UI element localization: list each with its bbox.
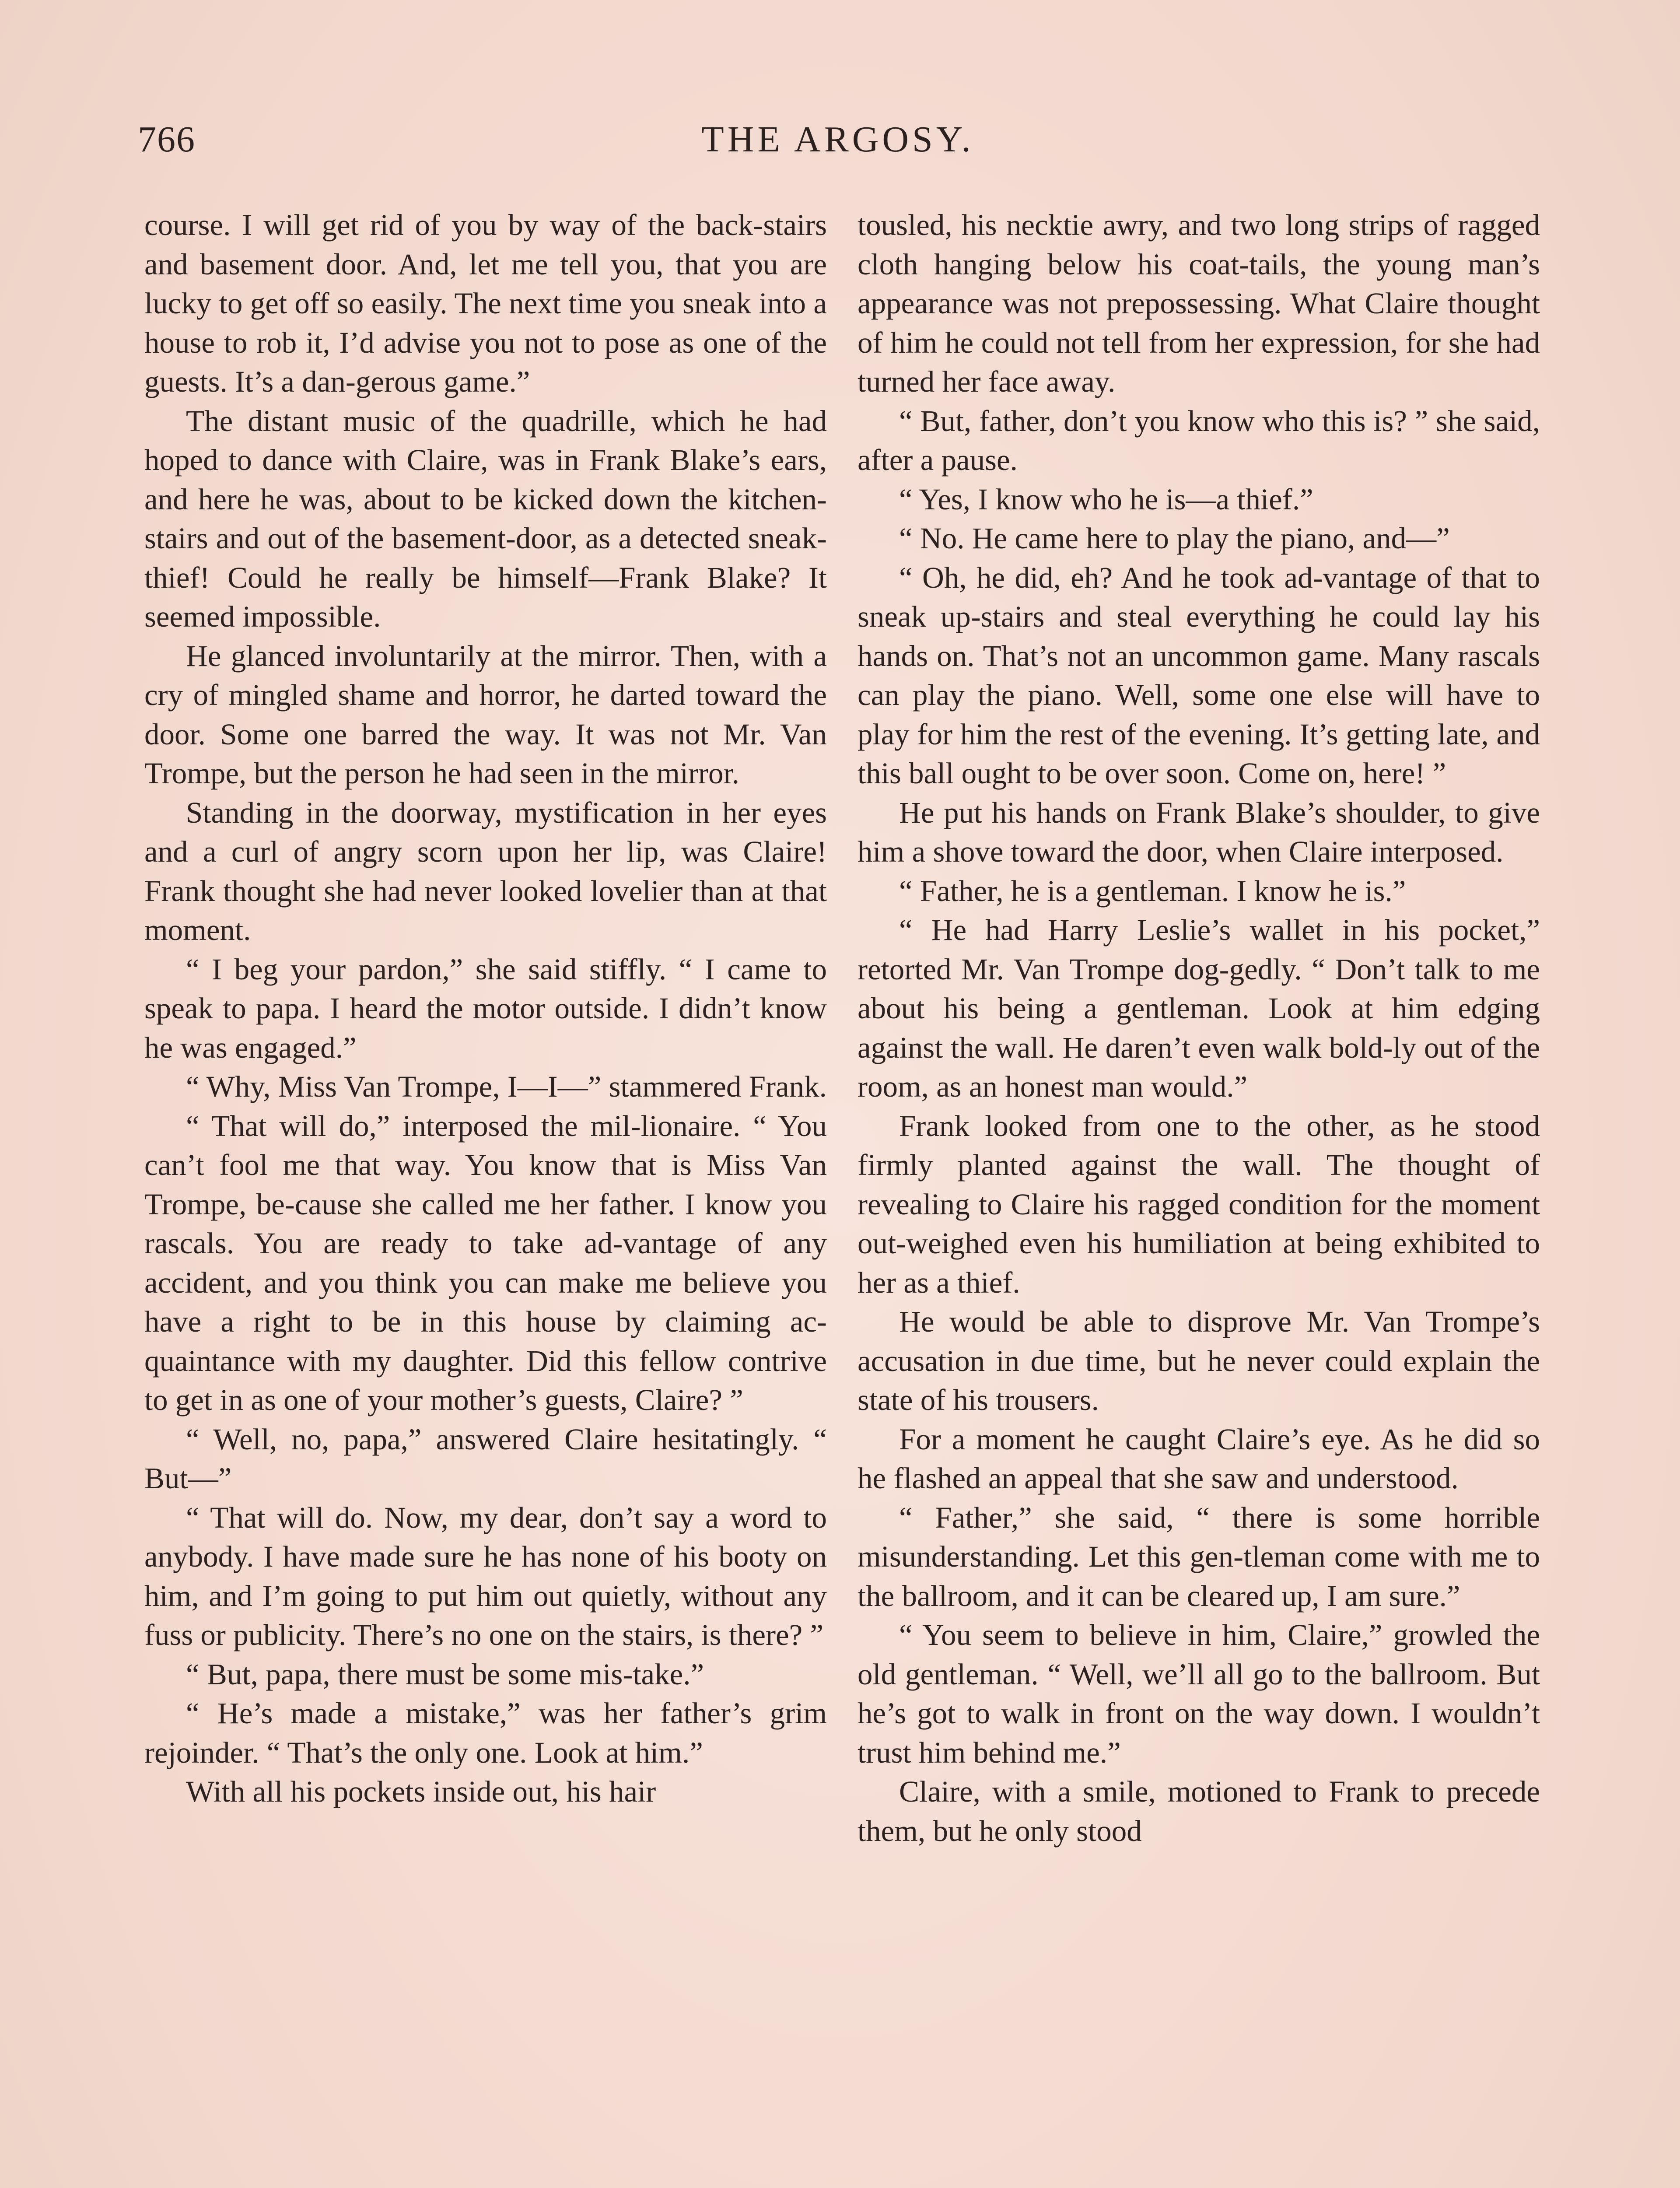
paragraph: “ He’s made a mistake,” was her father’s grim rejoinder. “ That’s the only one. Look at him.” bbox=[144, 1697, 827, 1769]
paragraph: “ He had Harry Leslie’s wallet in his pocket,” retorted Mr. Van Trompe dog-gedly. “ Don’t talk to me about his being a gentleman. Look at him edging against the wall. He daren’t even walk bold-ly out of the room, as an honest man would.” bbox=[858, 913, 1540, 1103]
right-column bbox=[858, 206, 1540, 1851]
running-title: THE ARGOSY. bbox=[701, 119, 974, 160]
paragraph: “ But, papa, there must be some mis-take.” bbox=[186, 1657, 704, 1691]
paragraph: He would be able to disprove Mr. Van Trompe’s accusation in due time, but he never could explain the state of his trousers. bbox=[858, 1305, 1540, 1417]
paragraph: Frank looked from one to the other, as he stood firmly planted against the wall. The thought of revealing to Claire his ragged condition for the moment out-weighed even his humiliation at being exhibited to her as a thief. bbox=[858, 1109, 1540, 1299]
page-header bbox=[138, 118, 1538, 171]
paragraph: Standing in the doorway, mystification in her eyes and a curl of angry scorn upon her lip, was Claire! Frank thought she had never looked lovelier than at that moment. bbox=[144, 796, 827, 947]
paragraph: “ But, father, don’t you know who this is? ” she said, after a pause. bbox=[858, 404, 1540, 477]
paragraph: “ Oh, he did, eh? And he took ad-vantage of that to sneak up-stairs and steal everything he could lay his hands on. That’s not an uncommon game. Many rascals can play the piano. Well, some one else will have to play for him the rest of the evening. It’s getting late, and this ball ought to be over soon. Come on, here! ” bbox=[858, 561, 1540, 790]
paragraph: The distant music of the quadrille, which he had hoped to dance with Claire, was in Frank Blake’s ears, and here he was, about to be kicked down the kitchen-stairs and out of the basement-door, as a detected sneak-thief! Could he really be himself—Frank Blake? It seemed impossible. bbox=[144, 404, 827, 633]
paragraph: For a moment he caught Claire’s eye. As he did so he flashed an appeal that she saw and understood. bbox=[858, 1422, 1540, 1495]
page-number: 766 bbox=[138, 119, 196, 160]
paragraph: course. I will get rid of you by way of the back-stairs and basement door. And, let me tell you, that you are lucky to get off so easily. The next time you sneak into a house to rob it, I’d advise you not to pose as one of the guests. It’s a dan-gerous game.” bbox=[144, 208, 827, 398]
paragraph: He glanced involuntarily at the mirror. Then, with a cry of mingled shame and horror, he darted toward the door. Some one barred the way. It was not Mr. Van Trompe, but the person he had seen in the mirror. bbox=[144, 639, 827, 790]
paragraph: “ Father, he is a gentleman. I know he is.” bbox=[899, 874, 1406, 908]
paragraph: “ No. He came here to play the piano, and—” bbox=[899, 522, 1450, 555]
paragraph: Claire, with a smile, motioned to Frank to precede them, but he only stood bbox=[858, 1775, 1540, 1848]
paragraph: “ Father,” she said, “ there is some horrible misunderstanding. Let this gen-tleman come with me to the ballroom, and it can be cleared up, I am sure.” bbox=[858, 1501, 1540, 1613]
paragraph: “ Yes, I know who he is—a thief.” bbox=[899, 482, 1313, 516]
left-column bbox=[144, 206, 827, 1812]
paragraph: “ Well, no, papa,” answered Claire hesitatingly. “ But—” bbox=[144, 1422, 827, 1495]
paragraph: tousled, his necktie awry, and two long strips of ragged cloth hanging below his coat-tails, the young man’s appearance was not prepossessing. What Claire thought of him he could not tell from her expression, for she had turned her face away. bbox=[858, 208, 1540, 398]
paragraph: “ Why, Miss Van Trompe, I—I—” stammered Frank. bbox=[186, 1070, 827, 1103]
paragraph: With all his pockets inside out, his hair bbox=[186, 1775, 656, 1808]
paragraph: “ I beg your pardon,” she said stiffly. “ I came to speak to papa. I heard the motor outside. I didn’t know he was engaged.” bbox=[144, 952, 827, 1064]
paragraph: He put his hands on Frank Blake’s shoulder, to give him a shove toward the door, when Claire interposed. bbox=[858, 796, 1540, 868]
paragraph: “ That will do,” interposed the mil-lionaire. “ You can’t fool me that way. You know that is Miss Van Trompe, be-cause she called me her father. I know you rascals. You are ready to take ad-vantage of any accident, and you think you can make me believe you have a right to be in this house by claiming ac-quaintance with my daughter. Did this fellow contrive to get in as one of your mother’s guests, Claire? ” bbox=[144, 1109, 827, 1417]
paragraph: “ You seem to believe in him, Claire,” growled the old gentleman. “ Well, we’ll all go to the ballroom. But he’s got to walk in front on the way down. I wouldn’t trust him behind me.” bbox=[858, 1618, 1540, 1769]
paragraph: “ That will do. Now, my dear, don’t say a word to anybody. I have made sure he has none of his booty on him, and I’m going to put him out quietly, without any fuss or publicity. There’s no one on the stairs, is there? ” bbox=[144, 1501, 827, 1652]
